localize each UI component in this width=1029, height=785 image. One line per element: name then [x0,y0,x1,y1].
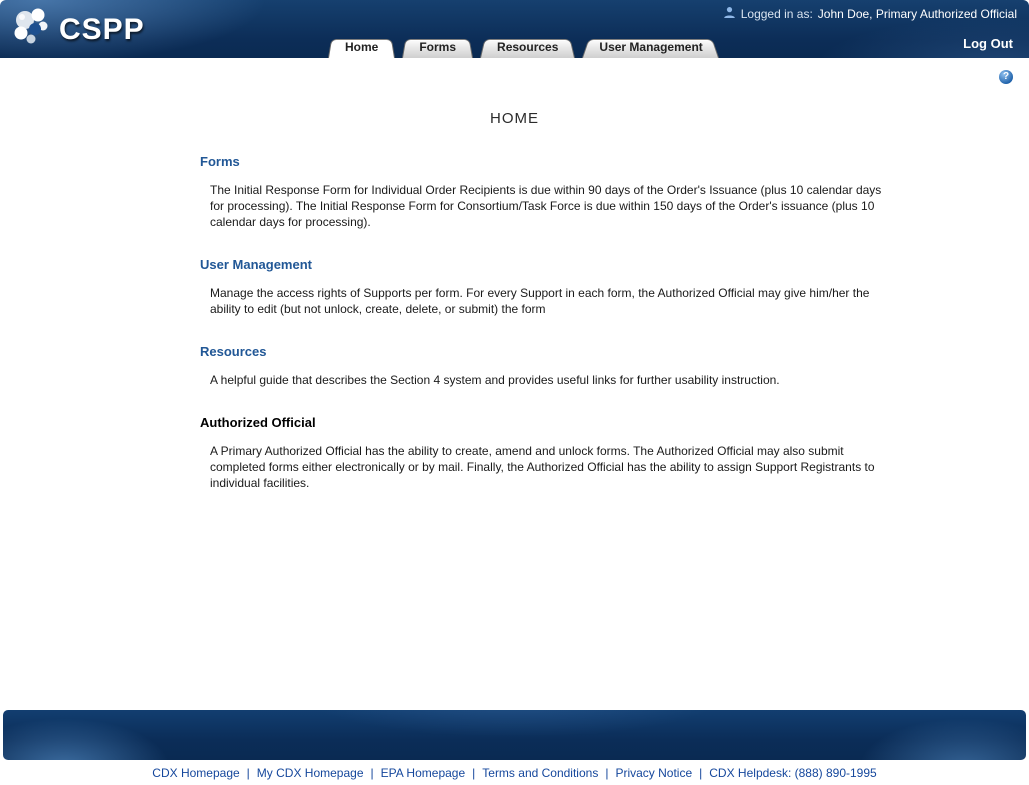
tab-home-label: Home [345,40,379,54]
section-heading-forms: Forms [200,154,240,169]
footer-link-epa-homepage[interactable]: EPA Homepage [380,766,466,780]
section-heading-authorized-official: Authorized Official [200,415,316,430]
footer-separator: | [699,766,703,780]
molecule-icon [10,5,54,54]
footer-separator: | [370,766,374,780]
section-heading-user-management: User Management [200,257,312,272]
logout-link[interactable]: Log Out [963,36,1013,51]
content-sections [200,154,899,491]
cspp-logo [10,5,145,54]
tab-forms-label: Forms [419,40,457,54]
app-header [0,0,1029,58]
tab-resources-label: Resources [497,40,559,54]
section-body-resources: A helpful guide that describes the Section 4 system and provides useful links for further usability instruction. [210,373,780,387]
footer-separator: | [472,766,476,780]
section-body-user-management: Manage the access rights of Supports per form. For every Support in each form, the Authorized Official may give him/her the ability to edit (but not unlock, create, delete, or submit) the form [210,286,870,316]
footer-links [0,766,1029,780]
tab-user-management[interactable] [582,37,719,58]
footer-link-terms-and-conditions[interactable]: Terms and Conditions [482,766,599,780]
section-body-forms: The Initial Response Form for Individual Order Recipients is due within 90 days of the Order's Issuance (plus 10 calendar days for processing). The Initial Response Form for Consortium/Task Force is due within 150 days of the Order's issuance (plus 10 calendar days for processing). [210,183,882,229]
footer-link-my-cdx-homepage[interactable]: My CDX Homepage [256,766,364,780]
tab-resources[interactable] [480,37,575,58]
page-title: HOME [490,110,539,127]
footer-separator: | [605,766,609,780]
footer-separator: | [246,766,250,780]
logged-in-status [723,6,1017,22]
logo-text: CSPP [59,12,145,46]
section-body-authorized-official: A Primary Authorized Official has the ability to create, amend and unlock forms. The Authorized Official may also submit completed forms either electronically or by mail. Finally, the Authorized Official has the ability to assign Support Registrants to individual facilities. [210,444,875,490]
help-icon[interactable]: ? [999,70,1013,84]
section-heading-resources: Resources [200,344,267,359]
footer-band [3,710,1026,760]
footer-helpdesk: CDX Helpdesk: (888) 890-1995 [709,766,877,780]
tab-user-management-label: User Management [599,40,703,54]
logged-in-user: John Doe, Primary Authorized Official [817,7,1017,21]
footer-link-cdx-homepage[interactable]: CDX Homepage [152,766,240,780]
user-icon [723,6,736,22]
footer-link-privacy-notice[interactable]: Privacy Notice [615,766,693,780]
logged-in-label: Logged in as: [740,7,813,21]
tab-home[interactable] [328,37,395,58]
tab-forms[interactable] [402,37,473,58]
tab-bar [328,37,720,58]
